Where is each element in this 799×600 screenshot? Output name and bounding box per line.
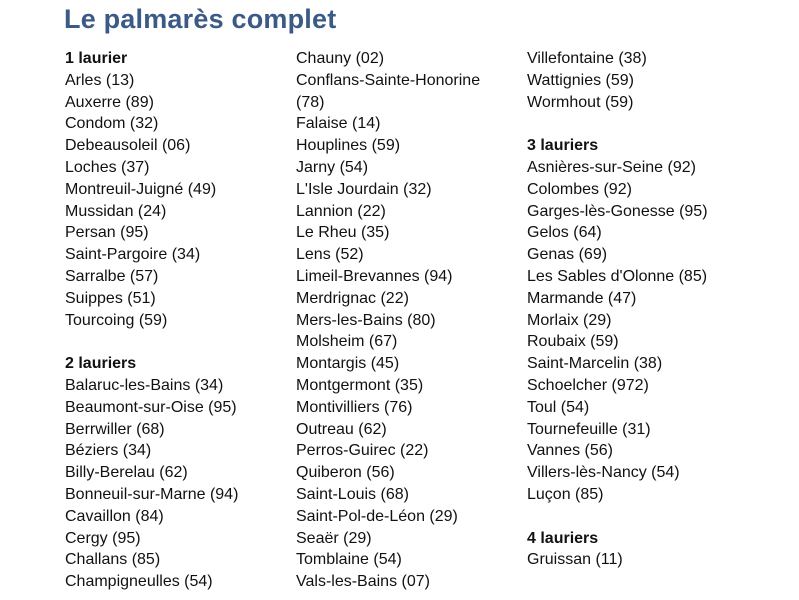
list-item: Vals-les-Bains (07) <box>296 573 430 591</box>
list-item: Gelos (64) <box>527 224 602 242</box>
list-item: L'Isle Jourdain (32) <box>296 180 432 198</box>
section-heading: 3 lauriers <box>527 137 599 155</box>
list-item: Gruissan (11) <box>527 551 623 569</box>
list-item: Persan (95) <box>65 224 149 242</box>
list-item: Tomblaine (54) <box>296 551 402 569</box>
list-item: Toul (54) <box>527 398 590 416</box>
list-item: Condom (32) <box>65 115 159 133</box>
list-item: Molsheim (67) <box>296 333 398 351</box>
list-column-2 <box>296 48 480 593</box>
list-item: Montgermont (35) <box>296 376 424 394</box>
list-item: Balaruc-les-Bains (34) <box>65 376 224 394</box>
list-item: Jarny (54) <box>296 158 369 176</box>
list-item: (78) <box>296 93 325 111</box>
section-spacer <box>65 331 238 353</box>
page-title: Le palmarès complet <box>64 4 337 34</box>
list-item: Les Sables d'Olonne (85) <box>527 267 708 285</box>
list-item: Tourcoing (59) <box>65 311 168 329</box>
list-item: Sarralbe (57) <box>65 267 159 285</box>
list-item: Colombes (92) <box>527 180 632 198</box>
list-item: Asnières-sur-Seine (92) <box>527 158 696 176</box>
list-item: Houplines (59) <box>296 137 401 155</box>
list-item: Villers-lès-Nancy (54) <box>527 464 680 482</box>
list-item: Saint-Pol-de-Léon (29) <box>296 507 458 525</box>
list-item: Morlaix (29) <box>527 311 612 329</box>
list-item: Cavaillon (84) <box>65 507 164 525</box>
list-item: Billy-Berelau (62) <box>65 464 188 482</box>
list-column-1 <box>65 48 238 593</box>
list-column-3 <box>527 48 708 571</box>
list-item: Schoelcher (972) <box>527 376 649 394</box>
list-item: Le Rheu (35) <box>296 224 390 242</box>
list-item: Challans (85) <box>65 551 161 569</box>
list-item: Quiberon (56) <box>296 464 395 482</box>
section-heading: 2 lauriers <box>65 355 137 373</box>
list-item: Auxerre (89) <box>65 93 154 111</box>
list-item: Montreuil-Juigné (49) <box>65 180 217 198</box>
list-item: Roubaix (59) <box>527 333 619 351</box>
list-item: Perros-Guirec (22) <box>296 442 429 460</box>
list-item: Beaumont-sur-Oise (95) <box>65 398 237 416</box>
list-item: Marmande (47) <box>527 289 637 307</box>
list-item: Merdrignac (22) <box>296 289 409 307</box>
list-item: Saint-Louis (68) <box>296 485 409 503</box>
list-item: Wormhout (59) <box>527 93 634 111</box>
list-item: Conflans-Sainte-Honorine <box>296 71 481 89</box>
list-item: Saint-Pargoire (34) <box>65 246 201 264</box>
list-item: Mussidan (24) <box>65 202 167 220</box>
list-item: Lens (52) <box>296 246 364 264</box>
section-heading: 1 laurier <box>65 50 128 67</box>
list-item: Cergy (95) <box>65 529 141 547</box>
list-item: Tournefeuille (31) <box>527 420 651 438</box>
list-item: Vannes (56) <box>527 442 613 460</box>
list-item: Arles (13) <box>65 71 135 89</box>
list-item: Luçon (85) <box>527 485 604 503</box>
list-item: Mers-les-Bains (80) <box>296 311 436 329</box>
list-item: Limeil-Brevannes (94) <box>296 267 453 285</box>
list-item: Loches (37) <box>65 158 150 176</box>
list-item: Suippes (51) <box>65 289 156 307</box>
list-item: Wattignies (59) <box>527 71 634 89</box>
list-item: Bonneuil-sur-Marne (94) <box>65 485 239 503</box>
list-item: Garges-lès-Gonesse (95) <box>527 202 708 220</box>
list-item: Saint-Marcelin (38) <box>527 355 663 373</box>
section-heading: 4 lauriers <box>527 529 599 547</box>
list-item: Berrwiller (68) <box>65 420 165 438</box>
list-item: Champigneulles (54) <box>65 573 213 591</box>
list-item: Villefontaine (38) <box>527 50 647 67</box>
list-item: Montargis (45) <box>296 355 400 373</box>
list-item: Seaër (29) <box>296 529 372 547</box>
list-item: Outreau (62) <box>296 420 387 438</box>
list-item: Genas (69) <box>527 246 608 264</box>
list-item: Montivilliers (76) <box>296 398 413 416</box>
section-spacer <box>527 113 708 135</box>
section-spacer <box>527 506 708 528</box>
list-item: Falaise (14) <box>296 115 381 133</box>
list-item: Béziers (34) <box>65 442 152 460</box>
list-item: Chauny (02) <box>296 50 385 67</box>
list-item: Lannion (22) <box>296 202 386 220</box>
list-item: Debeausoleil (06) <box>65 137 191 155</box>
